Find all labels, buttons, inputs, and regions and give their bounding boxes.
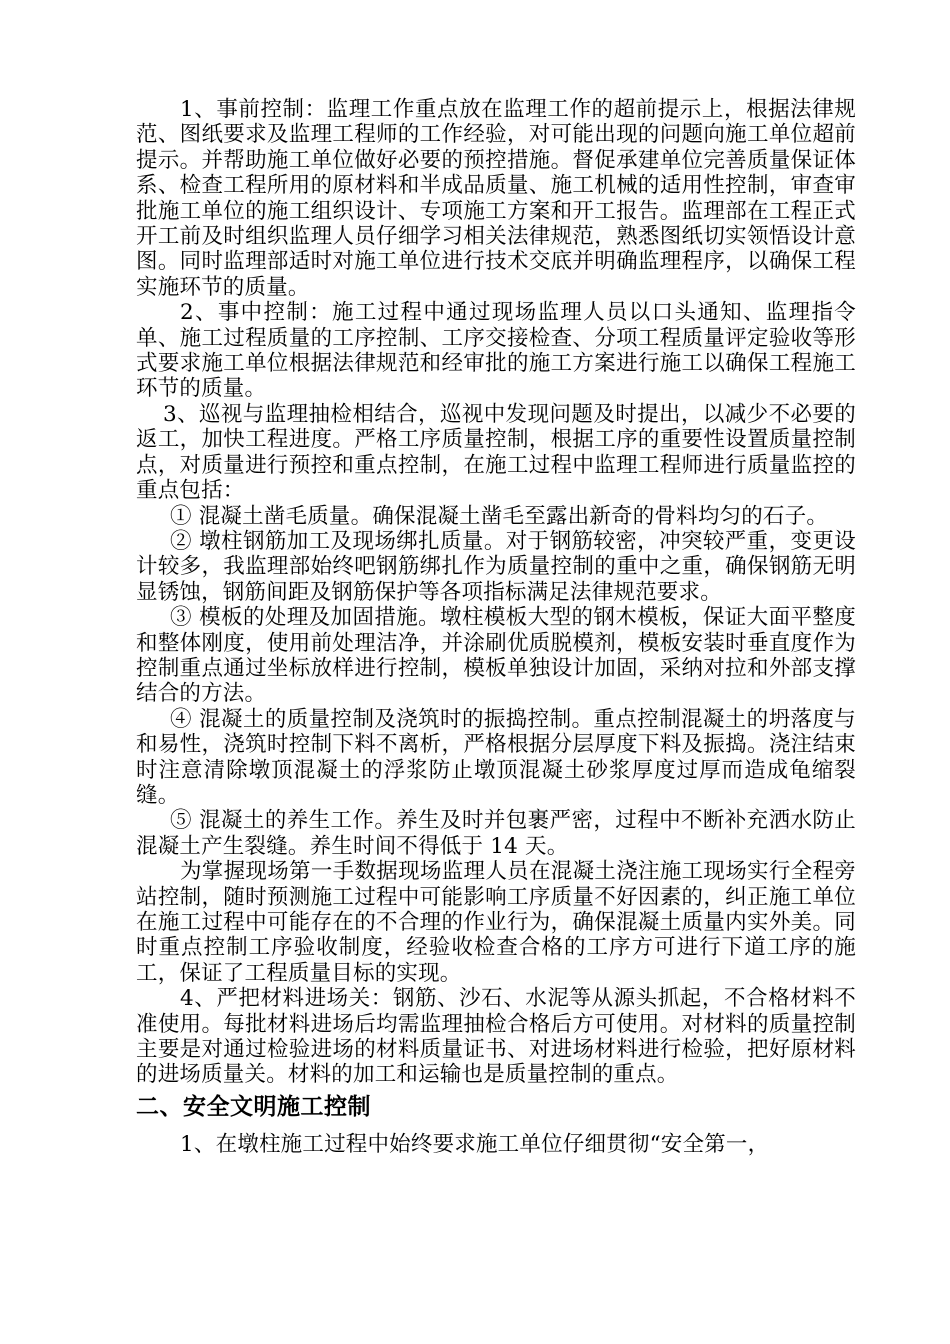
section-heading-safety: 二、安全文明施工控制 (136, 1093, 371, 1120)
paragraph-site-supervision: 为掌握现场第一手数据现场监理人员在混凝土浇注施工现场实行全程旁站控制，随时预测施工过程中可能影响工序质量不好因素的，纠正施工单位在施工过程中可能存在的不合理的作业行为，确保混凝土质量内实外美。同时重点控制工序验收制度，经验收检查合格的工序方可进行下道工序的施工，保证了工程质量目标的实现。 (136, 859, 856, 986)
list-item-concrete-vibration: ④ 混凝土的质量控制及浇筑时的振捣控制。重点控制混凝土的坍落度与和易性，浇筑时控制下料不离析，严格根据分层厚度下料及振捣。浇注结束时注意清除墩顶混凝土的浮浆防止墩顶混凝土砂浆厚度过厚而造成龟缩裂缝。 (136, 706, 856, 808)
list-item-concrete-roughening: ① 混凝土凿毛质量。确保混凝土凿毛至露出新奇的骨料均匀的石子。 (170, 503, 829, 529)
list-item-curing: ⑤ 混凝土的养生工作。养生及时并包裹严密，过程中不断补充洒水防止混凝土产生裂缝。养生时间不得低于 14 天。 (136, 808, 856, 859)
paragraph-material-control: 4、严把材料进场关：钢筋、沙石、水泥等从源头抓起，不合格材料不准使用。每批材料进场后均需监理抽检合格后方可使用。对材料的质量控制主要是对通过检验进场的材料质量证书、对进场材料进行检验，把好原材料的进场质量关。材料的加工和运输也是质量控制的重点。 (136, 986, 856, 1088)
paragraph-pre-control: 1、事前控制：监理工作重点放在监理工作的超前提示上，根据法律规范、图纸要求及监理工程师的工作经验，对可能出现的问题向施工单位超前提示。并帮助施工单位做好必要的预控措施。督促承建单位完善质量保证体系、检查工程所用的原材料和半成品质量、施工机械的适用性控制，审查审批施工单位的施工组织设计、专项施工方案和开工报告。监理部在工程正式开工前及时组织监理人员仔细学习相关法律规范，熟悉图纸切实领悟设计意图。同时监理部适时对施工单位进行技术交底并明确监理程序，以确保工程实施环节的质量。 (136, 97, 856, 300)
list-item-rebar-quality: ② 墩柱钢筋加工及现场绑扎质量。对于钢筋较密，冲突较严重，变更设计较多，我监理部始终吧钢筋绑扎作为质量控制的重中之重，确保钢筋无明显锈蚀，钢筋间距及钢筋保护等各项指标满足法律规范要求。 (136, 528, 856, 605)
list-item-formwork: ③ 模板的处理及加固措施。墩柱模板大型的钢木模板，保证大面平整度和整体刚度，使用前处理洁净，并涂刷优质脱模剂，模板安装时垂直度作为控制重点通过坐标放样进行控制，模板单独设计加固，采纳对拉和外部支撑结合的方法。 (136, 605, 856, 707)
document-body (136, 97, 856, 1157)
paragraph-inspection: 3、巡视与监理抽检相结合，巡视中发现问题及时提出，以减少不必要的返工，加快工程进度。严格工序质量控制，根据工序的重要性设置质量控制点，对质量进行预控和重点控制，在施工过程中监理工程师进行质量监控的重点包括： (136, 401, 856, 504)
paragraph-safety-1: 1、在墩柱施工过程中始终要求施工单位仔细贯彻“安全第一， (180, 1131, 770, 1157)
paragraph-in-process-control: 2、事中控制：施工过程中通过现场监理人员以口头通知、监理指令单、施工过程质量的工序控制、工序交接检查、分项工程质量评定验收等形式要求施工单位根据法律规范和经审批的施工方案进行施工以确保工程施工环节的质量。 (136, 300, 856, 402)
